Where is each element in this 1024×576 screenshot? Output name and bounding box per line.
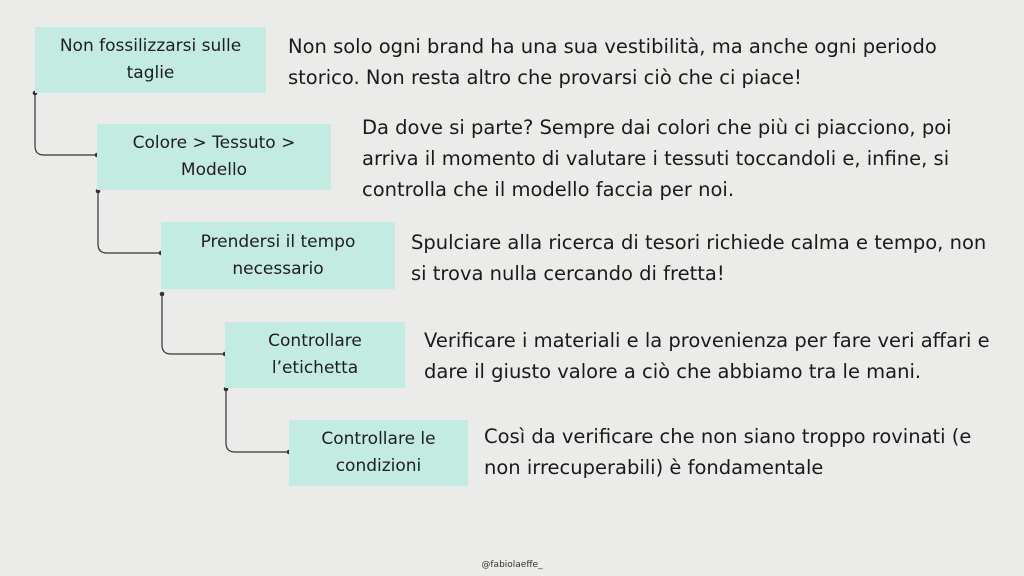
step-1-description: Non solo ogni brand ha una sua vestibilità, ma anche ogni periodo storico. Non resta altro che provarsi ciò che ci piace! (288, 35, 937, 89)
step-2-description: Da dove si parte? Sempre dai colori che più ci piacciono, poi arriva il momento di valutare i tessuti toccandoli e, infine, si controlla che il modello faccia per noi. (362, 116, 952, 201)
connector-3-4 (162, 294, 225, 354)
step-2-box (97, 124, 331, 190)
step-5-box (289, 420, 468, 486)
step-5-title: Controllare le condizioni (321, 429, 436, 476)
step-4-title: Controllare l’etichetta (268, 331, 362, 378)
step-1-box (35, 27, 266, 93)
step-4-box (225, 322, 405, 388)
step-3-title: Prendersi il tempo necessario (200, 231, 356, 279)
step-3-box (161, 222, 395, 289)
author-handle: @fabiolaeffe_ (481, 560, 543, 570)
step-2-title: Colore > Tessuto > Modello (132, 133, 296, 180)
step-3-description: Spulciare alla ricerca di tesori richiede calma e tempo, non si trova nulla cercando di fretta! (411, 231, 987, 285)
step-5-description: Così da verificare che non siano troppo rovinati (e non irrecuperabili) è fondamentale (484, 425, 972, 479)
connector-4-5 (226, 389, 289, 452)
connector-2-3 (98, 191, 161, 253)
connector-dot (160, 292, 165, 297)
step-1-title: Non fossilizzarsi sulle taglie (59, 36, 242, 83)
step-4-description: Verificare i materiali e la provenienza per fare veri affari e dare il giusto valore a ciò che abbiamo tra le mani. (424, 329, 990, 383)
connector-1-2 (35, 93, 97, 155)
